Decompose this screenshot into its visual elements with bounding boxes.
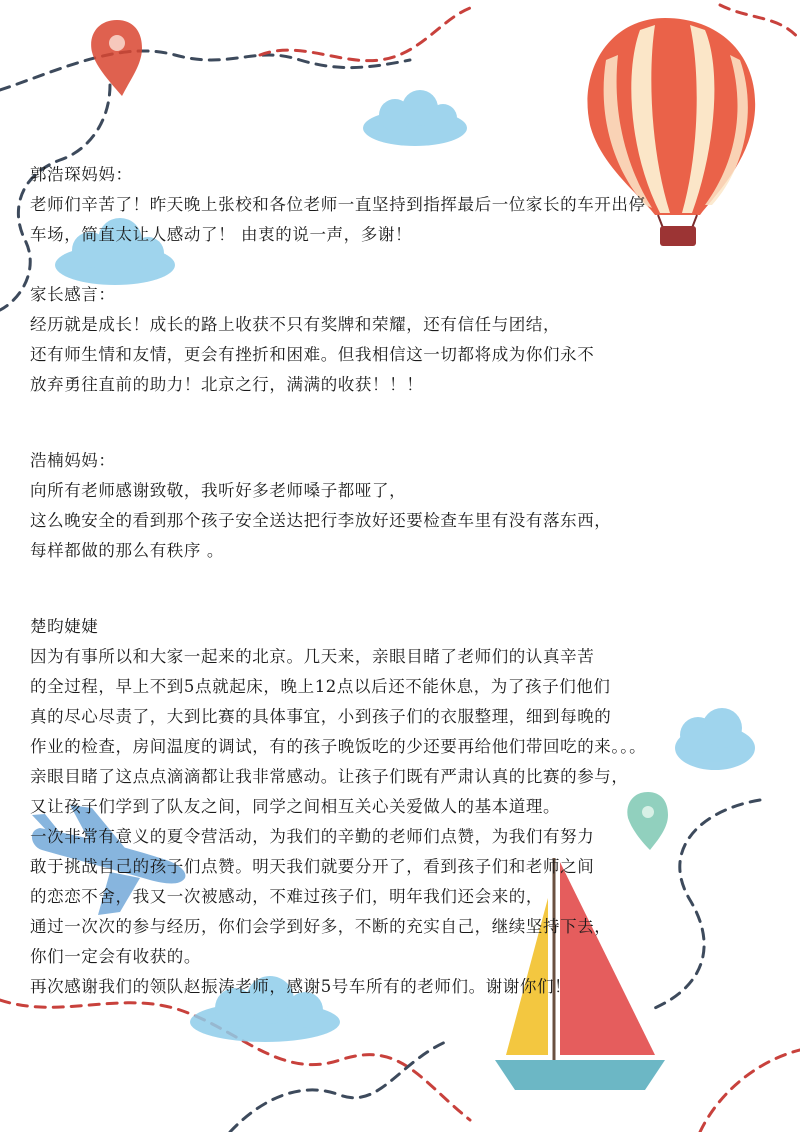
- section-haonan-mom: [30, 446, 770, 566]
- text-line: 的恋恋不舍，我又一次被感动，不难过孩子们，明年我们还会来的，: [30, 887, 543, 906]
- text-line: 再次感谢我们的领队赵振涛老师，感谢5号车所有的老师们。谢谢你们！: [30, 977, 572, 996]
- text-line: 放弃勇往直前的助力！北京之行，满满的收获！！！: [30, 375, 424, 394]
- section-heading: 家长感言：: [30, 285, 116, 304]
- section-heading: 浩楠妈妈：: [30, 451, 116, 470]
- cloud-icon-top: [363, 90, 467, 146]
- dashed-path-red-top: [260, 8, 470, 61]
- text-line: 作业的检查，房间温度的调试，有的孩子晚饭吃的少还要再给他们带回吃的来。。。: [30, 737, 647, 756]
- text-line: 的全过程，早上不到5点就起床，晚上12点以后还不能休息，为了孩子们他们: [30, 677, 611, 696]
- text-line: 向所有老师感谢致敬，我听好多老师嗓子都哑了，: [30, 481, 407, 500]
- text-line: 你们一定会有收获的。: [30, 947, 201, 966]
- dashed-path-bottom-corner: [700, 1050, 800, 1132]
- text-line: 老师们辛苦了！昨天晚上张校和各位老师一直坚持到指挥最后一位家长的车开出停: [30, 195, 646, 214]
- dashed-path-top-right: [720, 5, 800, 40]
- dashed-path-top: [0, 51, 410, 90]
- text-line: 敢于挑战自己的孩子们点赞。明天我们就要分开了，看到孩子们和老师之间: [30, 857, 595, 876]
- text-line: 还有师生情和友情，更会有挫折和困难。但我相信这一切都将成为你们永不: [30, 345, 595, 364]
- section-heading: 郭浩琛妈妈：: [30, 165, 133, 184]
- text-line: 真的尽心尽责了，大到比赛的具体事宜，小到孩子们的衣服整理，细到每晚的: [30, 707, 612, 726]
- text-line: 亲眼目睹了这点点滴滴都让我非常感动。让孩子们既有严肃认真的比赛的参与，: [30, 767, 629, 786]
- text-line: 这么晚安全的看到那个孩子安全送达把行李放好还要检查车里有没有落东西，: [30, 511, 612, 530]
- dashed-path-bottom-navy: [230, 1040, 450, 1132]
- text-line: 车场，简直太让人感动了！ 由衷的说一声，多谢！: [30, 225, 413, 244]
- section-guo-haochen-mom: [30, 160, 770, 250]
- text-line: 每样都做的那么有秩序 。: [30, 541, 224, 560]
- letter-body: [30, 160, 770, 1002]
- text-line: 一次非常有意义的夏令营活动，为我们的辛勤的老师们点赞，为我们有努力: [30, 827, 595, 846]
- text-line: 又让孩子们学到了队友之间，同学之间相互关心关爱做人的基本道理。: [30, 797, 561, 816]
- section-parent-remarks: [30, 280, 770, 400]
- text-line: 因为有事所以和大家一起来的北京。几天来，亲眼目睹了老师们的认真辛苦: [30, 647, 595, 666]
- section-chuyun-jiejie: [30, 612, 770, 1002]
- location-pin-icon: [91, 20, 142, 96]
- section-heading: 楚昀婕婕: [30, 617, 99, 636]
- text-line: 经历就是成长！成长的路上收获不只有奖牌和荣耀，还有信任与团结，: [30, 315, 561, 334]
- text-line: 通过一次次的参与经历，你们会学到好多，不断的充实自己，继续坚持下去，: [30, 917, 612, 936]
